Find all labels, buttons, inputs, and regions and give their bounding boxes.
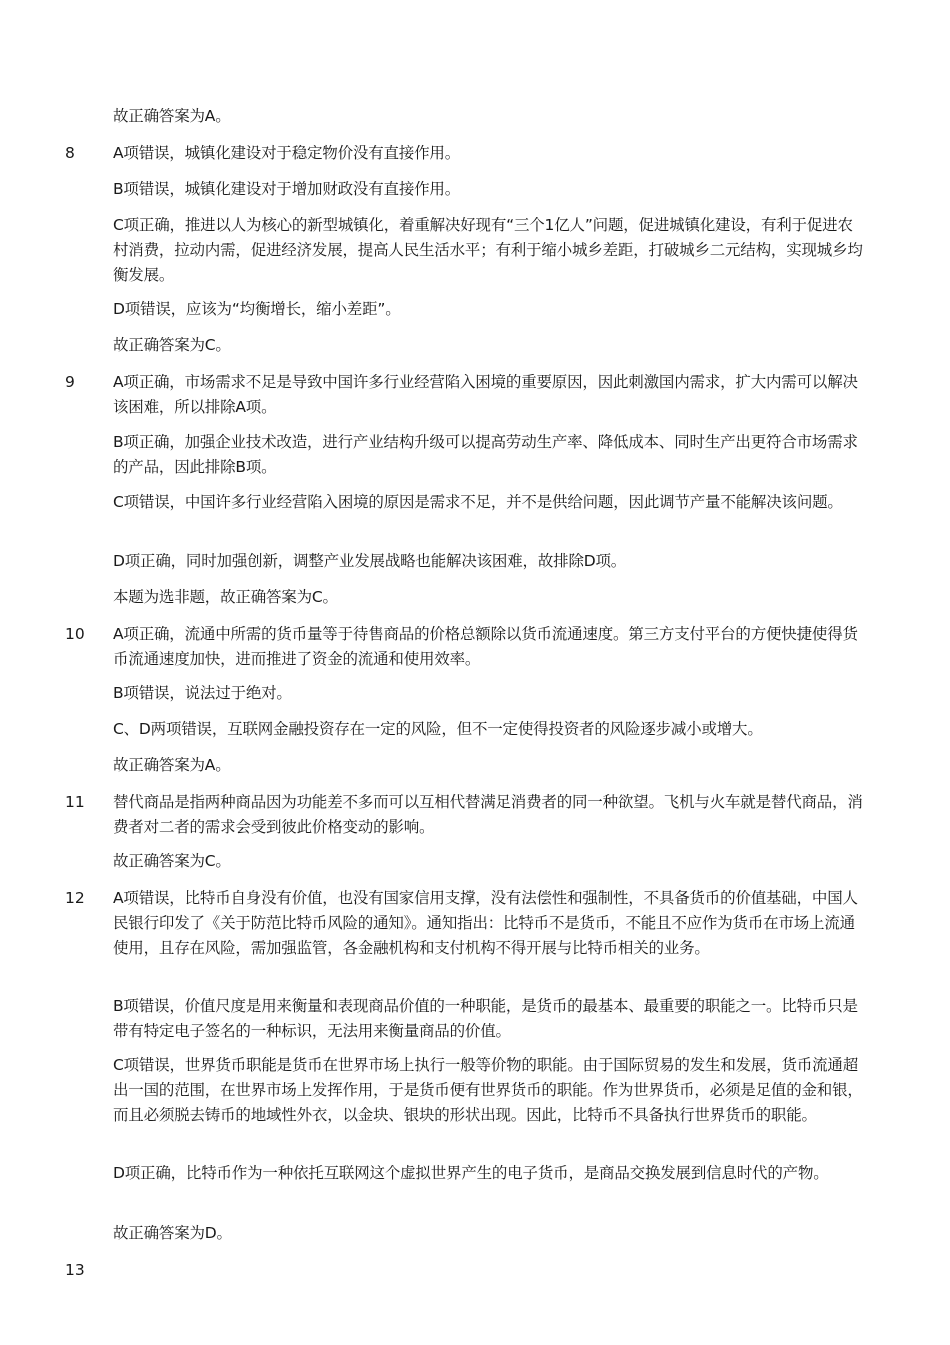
- option-a-explanation: A项错误，比特币自身没有价值，也没有国家信用支撑，没有法偿性和强制性，不具备货币的价值基础，中国人民银行印发了《关于防范比特币风险的通知》。通知指出：比特币不是货币，不能且不应作为货币在市场上流通使用，且存在风险，需加强监管，各金融机构和支付机构不得开展与比特币相关的业务。: [113, 889, 858, 957]
- option-d-explanation: D项正确，比特币作为一种依托互联网这个虚拟世界产生的电子货币，是商品交换发展到信息时代的产物。: [113, 1164, 829, 1182]
- answer-line: 故正确答案为D。: [113, 1224, 232, 1242]
- option-b-explanation: B项错误，城镇化建设对于增加财政没有直接作用。: [113, 180, 461, 198]
- option-b-explanation: B项错误，价值尺度是用来衡量和表现商品价值的一种职能，是货币的最基本、最重要的职能之一。比特币只是带有特定电子签名的一种标识，无法用来衡量商品的价值。: [113, 997, 858, 1040]
- option-a-explanation: A项正确，市场需求不足是导致中国许多行业经营陷入困境的重要原因，因此刺激国内需求，扩大内需可以解决该困难，所以排除A项。: [113, 373, 858, 416]
- question-number: 8: [65, 144, 75, 162]
- option-d-explanation: D项错误，应该为“均衡增长，缩小差距”。: [113, 300, 401, 318]
- answer-line: 故正确答案为A。: [113, 756, 231, 774]
- answer-line: 本题为选非题，故正确答案为C。: [113, 588, 338, 606]
- option-cd-explanation: C、D两项错误，互联网金融投资存在一定的风险，但不一定使得投资者的风险逐步减小或增大。: [113, 720, 763, 738]
- question-number: 13: [65, 1261, 85, 1279]
- option-a-explanation: A项正确，流通中所需的货币量等于待售商品的价格总额除以货币流通速度。第三方支付平台的方便快捷使得货币流通速度加快，进而推进了资金的流通和使用效率。: [113, 625, 858, 668]
- option-c-explanation: C项错误，中国许多行业经营陷入困境的原因是需求不足，并不是供给问题，因此调节产量不能解决该问题。: [113, 493, 843, 511]
- question-number: 11: [65, 793, 85, 811]
- question-number: 9: [65, 373, 75, 391]
- option-b-explanation: B项错误，说法过于绝对。: [113, 684, 292, 702]
- option-b-explanation: B项正确，加强企业技术改造，进行产业结构升级可以提高劳动生产率、降低成本、同时生产出更符合市场需求的产品，因此排除B项。: [113, 433, 858, 476]
- option-c-explanation: C项错误，世界货币职能是货币在世界市场上执行一般等价物的职能。由于国际贸易的发生和发展，货币流通超出一国的范围，在世界市场上发挥作用，于是货币便有世界货币的职能。作为世界货币，必须是足值的金和银，而且必须脱去铸币的地域性外衣，以金块、银块的形状出现。因此，比特币不具备执行世界货币的职能。: [113, 1056, 863, 1124]
- option-c-explanation: C项正确，推进以人为核心的新型城镇化，着重解决好现有“三个1亿人”问题，促进城镇化建设，有利于促进农村消费，拉动内需，促进经济发展，提高人民生活水平；有利于缩小城乡差距，打破城乡二元结构，实现城乡均衡发展。: [113, 216, 863, 284]
- option-a-explanation: A项错误，城镇化建设对于稳定物价没有直接作用。: [113, 144, 461, 162]
- option-d-explanation: D项正确，同时加强创新，调整产业发展战略也能解决该困难，故排除D项。: [113, 552, 627, 570]
- answer-line: 故正确答案为C。: [113, 336, 231, 354]
- answer-line: 故正确答案为A。: [113, 107, 231, 125]
- question-number: 12: [65, 889, 85, 907]
- answer-line: 故正确答案为C。: [113, 852, 231, 870]
- explanation: 替代商品是指两种商品因为功能差不多而可以互相代替满足消费者的同一种欲望。飞机与火车就是替代商品，消费者对二者的需求会受到彼此价格变动的影响。: [113, 793, 863, 836]
- question-number: 10: [65, 625, 85, 643]
